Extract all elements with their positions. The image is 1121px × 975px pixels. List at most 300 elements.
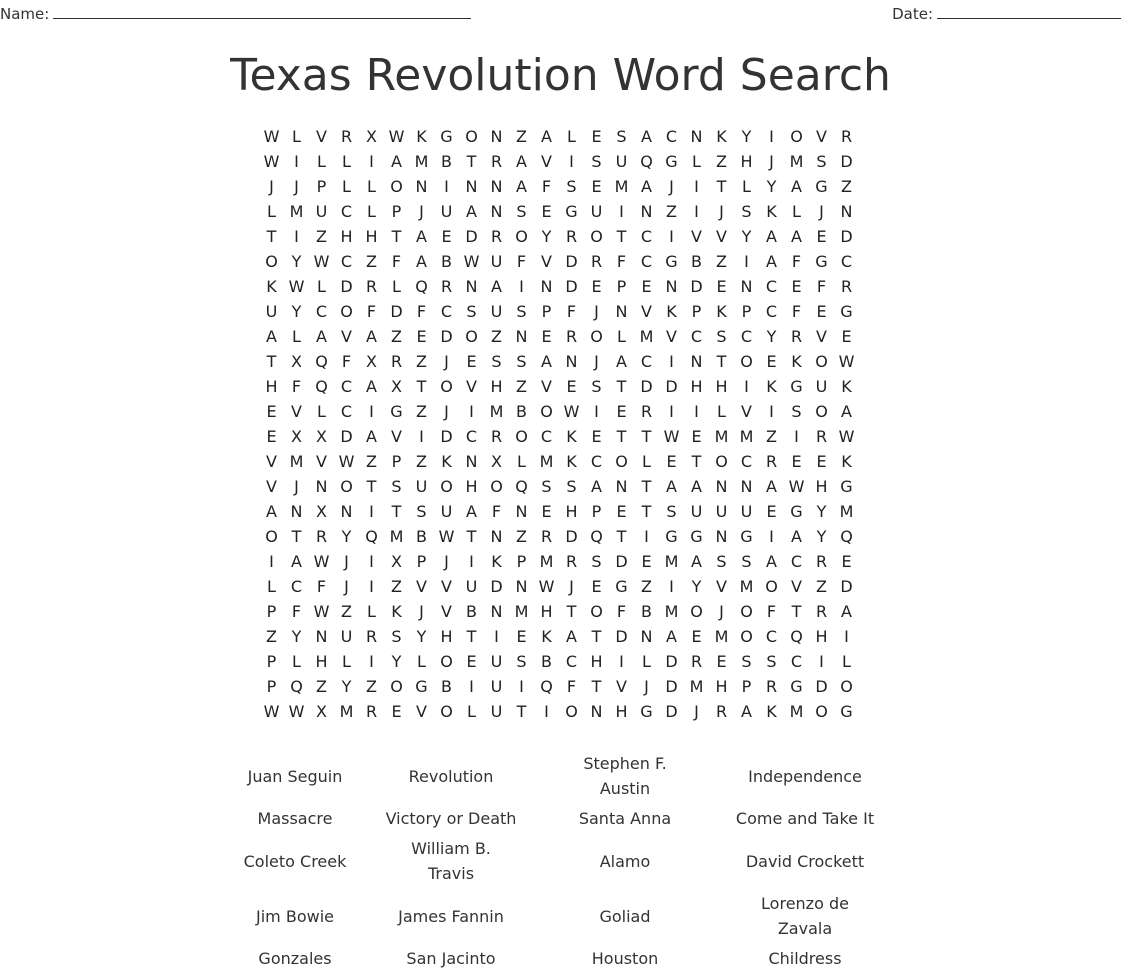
word-bank-line: Victory or Death [385, 808, 517, 828]
grid-cell: R [790, 327, 803, 346]
grid-cell: M [539, 452, 554, 471]
grid-cell: N [715, 527, 728, 546]
grid-cell: C [340, 402, 353, 421]
grid-cell: V [316, 452, 327, 471]
grid-cell: Y [291, 252, 302, 271]
grid-cell: M [789, 152, 804, 171]
grid-cell: W [288, 277, 305, 296]
grid-cell: J [419, 602, 424, 621]
word-bank-item [215, 806, 375, 831]
grid-cell: N [465, 277, 478, 296]
grid-cell: P [741, 302, 752, 321]
grid-cell: I [519, 277, 524, 296]
grid-cell: Q [640, 152, 653, 171]
grid-cell: I [669, 402, 674, 421]
grid-cell: V [716, 577, 727, 596]
grid-cell: L [842, 652, 851, 671]
grid-cell: N [515, 577, 528, 596]
grid-cell: J [344, 577, 349, 596]
grid-cell: S [591, 552, 602, 571]
grid-cell: D [490, 577, 503, 596]
grid-cell: Z [516, 127, 527, 146]
grid-cell: O [515, 227, 528, 246]
grid-cell: U [265, 302, 278, 321]
grid-cell: L [792, 202, 801, 221]
grid-cell: U [490, 677, 503, 696]
grid-cell: D [565, 527, 578, 546]
grid-cell: E [591, 127, 602, 146]
grid-cell: O [765, 577, 778, 596]
grid-cell: E [841, 327, 852, 346]
grid-cell: E [816, 302, 827, 321]
grid-cell: T [616, 377, 627, 396]
grid-cell: D [665, 652, 678, 671]
grid-cell: X [366, 127, 377, 146]
grid-cell: R [340, 127, 353, 146]
grid-cell: I [769, 402, 774, 421]
grid-cell: O [265, 252, 278, 271]
grid-cell: W [338, 452, 355, 471]
grid-cell: N [665, 277, 678, 296]
grid-cell: S [591, 377, 602, 396]
grid-cell: W [538, 577, 555, 596]
grid-cell: L [617, 327, 626, 346]
grid-cell: S [766, 652, 777, 671]
grid-cell: J [294, 177, 299, 196]
grid-cell: H [265, 377, 278, 396]
grid-cell: Z [266, 627, 277, 646]
grid-cell: C [740, 452, 753, 471]
grid-cell: B [541, 652, 552, 671]
grid-cell: G [665, 152, 678, 171]
grid-cell: D [340, 277, 353, 296]
grid-cell: Z [416, 352, 427, 371]
grid-cell: S [516, 202, 527, 221]
grid-cell: E [516, 627, 527, 646]
grid-cell: P [266, 652, 277, 671]
grid-cell: T [616, 527, 627, 546]
grid-cell: J [644, 677, 649, 696]
grid-cell: F [316, 577, 327, 596]
grid-cell: Z [816, 577, 827, 596]
date-field[interactable] [892, 4, 1121, 23]
grid-cell: L [317, 277, 326, 296]
grid-cell: O [340, 477, 353, 496]
grid-cell: R [440, 277, 453, 296]
grid-cell: V [291, 402, 302, 421]
grid-cell: E [616, 402, 627, 421]
grid-cell: L [642, 452, 651, 471]
grid-cell: N [690, 352, 703, 371]
grid-cell: D [565, 252, 578, 271]
grid-cell: V [316, 127, 327, 146]
grid-cell: L [292, 652, 301, 671]
grid-cell: Y [766, 177, 777, 196]
grid-cell: W [263, 127, 280, 146]
grid-cell: I [669, 227, 674, 246]
grid-cell: A [666, 627, 677, 646]
grid-cell: M [664, 602, 679, 621]
grid-cell: Y [541, 227, 552, 246]
grid-cell: O [815, 352, 828, 371]
grid-cell: E [816, 452, 827, 471]
grid-cell: C [590, 452, 603, 471]
grid-cell: I [369, 577, 374, 596]
grid-cell: V [616, 677, 627, 696]
grid-cell: D [665, 677, 678, 696]
word-bank-line: Childress [768, 948, 842, 968]
grid-cell: O [440, 377, 453, 396]
date-label: Date: [892, 5, 933, 23]
grid-cell: O [740, 352, 753, 371]
grid-cell: N [490, 177, 503, 196]
grid-cell: F [516, 252, 527, 271]
word-bank-item [545, 806, 705, 831]
grid-cell: J [294, 477, 299, 496]
grid-cell: O [815, 702, 828, 721]
word-bank-item [215, 904, 375, 929]
grid-cell: K [566, 427, 577, 446]
grid-cell: J [594, 352, 599, 371]
grid-cell: P [516, 552, 527, 571]
word-bank-item [371, 904, 531, 929]
grid-cell: D [690, 277, 703, 296]
word-bank-item [215, 946, 375, 971]
grid-cell: H [465, 477, 478, 496]
grid-cell: M [739, 577, 754, 596]
grid-cell: F [416, 302, 427, 321]
grid-cell: G [840, 477, 853, 496]
grid-cell: L [267, 577, 276, 596]
grid-cell: R [365, 277, 378, 296]
grid-cell: N [315, 477, 328, 496]
grid-cell: E [666, 452, 677, 471]
grid-cell: B [416, 527, 427, 546]
grid-cell: D [640, 377, 653, 396]
grid-cell: U [340, 627, 353, 646]
grid-cell: O [515, 427, 528, 446]
grid-cell: E [641, 552, 652, 571]
grid-cell: V [416, 702, 427, 721]
grid-cell: P [591, 502, 602, 521]
grid-cell: P [316, 177, 327, 196]
name-field[interactable] [0, 4, 471, 23]
grid-cell: D [840, 577, 853, 596]
grid-cell: N [290, 502, 303, 521]
grid-cell: P [391, 202, 402, 221]
grid-cell: Q [540, 677, 553, 696]
grid-cell: M [389, 527, 404, 546]
grid-cell: O [440, 702, 453, 721]
grid-cell: U [740, 502, 753, 521]
grid-cell: R [315, 527, 328, 546]
grid-cell: O [565, 702, 578, 721]
grid-cell: A [766, 552, 777, 571]
grid-cell: C [565, 652, 578, 671]
grid-cell: C [765, 277, 778, 296]
grid-cell: M [639, 327, 654, 346]
grid-cell: Y [416, 627, 427, 646]
grid-cell: J [269, 177, 274, 196]
grid-cell: E [841, 552, 852, 571]
grid-cell: D [615, 627, 628, 646]
grid-cell: J [444, 552, 449, 571]
grid-cell: F [566, 302, 577, 321]
grid-cell: V [266, 452, 277, 471]
grid-cell: N [315, 627, 328, 646]
grid-cell: N [515, 327, 528, 346]
grid-cell: B [441, 252, 452, 271]
grid-cell: N [640, 202, 653, 221]
grid-cell: R [765, 452, 778, 471]
word-bank-item [545, 946, 705, 971]
grid-cell: W [463, 252, 480, 271]
grid-cell: A [791, 227, 802, 246]
grid-cell: R [840, 277, 853, 296]
grid-cell: M [739, 427, 754, 446]
grid-cell: A [366, 427, 377, 446]
grid-cell: L [417, 652, 426, 671]
grid-cell: I [744, 252, 749, 271]
grid-cell: Z [766, 427, 777, 446]
word-bank-line: Santa Anna [578, 808, 672, 828]
grid-cell: J [719, 202, 724, 221]
word-bank-item [371, 836, 531, 886]
grid-cell: E [616, 502, 627, 521]
grid-cell: K [791, 352, 802, 371]
grid-cell: E [716, 277, 727, 296]
word-bank-line: Coleto Creek [243, 851, 347, 871]
grid-cell: Y [816, 502, 827, 521]
grid-cell: V [441, 577, 452, 596]
word-bank-item [545, 849, 705, 874]
grid-cell: B [441, 677, 452, 696]
grid-cell: C [540, 427, 553, 446]
grid-cell: Y [816, 527, 827, 546]
grid-cell: H [440, 627, 453, 646]
word-bank-line: Lorenzo de [761, 894, 849, 913]
grid-cell: Z [841, 177, 852, 196]
grid-cell: N [415, 177, 428, 196]
grid-cell: A [591, 477, 602, 496]
grid-cell: U [815, 377, 828, 396]
grid-cell: C [640, 352, 653, 371]
grid-cell: O [440, 652, 453, 671]
grid-cell: D [665, 702, 678, 721]
grid-cell: E [541, 202, 552, 221]
grid-cell: S [716, 552, 727, 571]
grid-cell: L [367, 177, 376, 196]
grid-cell: R [490, 427, 503, 446]
grid-cell: D [840, 227, 853, 246]
grid-cell: K [491, 552, 502, 571]
grid-cell: K [416, 127, 427, 146]
grid-cell: R [490, 152, 503, 171]
grid-cell: Y [391, 652, 402, 671]
grid-cell: M [664, 552, 679, 571]
grid-cell: U [490, 702, 503, 721]
grid-cell: N [465, 452, 478, 471]
grid-cell: Y [341, 677, 352, 696]
grid-cell: R [540, 527, 553, 546]
grid-cell: U [615, 152, 628, 171]
grid-cell: R [590, 252, 603, 271]
grid-cell: U [490, 302, 503, 321]
grid-cell: D [390, 302, 403, 321]
grid-cell: E [691, 427, 702, 446]
grid-cell: I [744, 377, 749, 396]
grid-cell: G [790, 502, 803, 521]
grid-cell: Q [590, 527, 603, 546]
grid-cell: R [640, 402, 653, 421]
grid-cell: Z [491, 327, 502, 346]
grid-cell: I [819, 652, 824, 671]
grid-cell: G [790, 377, 803, 396]
grid-cell: X [391, 552, 402, 571]
date-line[interactable] [937, 4, 1121, 19]
grid-cell: J [569, 577, 574, 596]
grid-cell: C [340, 377, 353, 396]
grid-cell: S [566, 477, 577, 496]
grid-cell: O [540, 402, 553, 421]
grid-cell: J [694, 702, 699, 721]
grid-cell: V [816, 327, 827, 346]
grid-cell: C [340, 202, 353, 221]
grid-cell: L [342, 652, 351, 671]
grid-cell: C [740, 327, 753, 346]
grid-cell: O [840, 677, 853, 696]
grid-cell: S [491, 352, 502, 371]
grid-cell: M [714, 627, 729, 646]
grid-cell: E [441, 227, 452, 246]
grid-cell: I [794, 427, 799, 446]
grid-cell: N [565, 352, 578, 371]
grid-cell: S [516, 352, 527, 371]
grid-cell: I [369, 152, 374, 171]
grid-cell: L [292, 327, 301, 346]
grid-cell: A [491, 277, 502, 296]
grid-cell: O [440, 477, 453, 496]
grid-cell: L [342, 152, 351, 171]
grid-cell: M [489, 402, 504, 421]
grid-cell: E [766, 502, 777, 521]
grid-cell: O [465, 127, 478, 146]
grid-cell: R [390, 352, 403, 371]
word-bank-item [725, 849, 885, 874]
grid-cell: W [838, 427, 855, 446]
grid-cell: S [816, 152, 827, 171]
grid-cell: G [640, 702, 653, 721]
grid-cell: O [615, 452, 628, 471]
grid-cell: E [391, 702, 402, 721]
grid-cell: L [467, 702, 476, 721]
grid-cell: Y [341, 527, 352, 546]
grid-cell: Y [291, 302, 302, 321]
grid-cell: T [716, 352, 727, 371]
word-bank-line: Houston [591, 948, 659, 968]
grid-cell: W [313, 552, 330, 571]
grid-cell: N [615, 477, 628, 496]
grid-cell: L [692, 152, 701, 171]
grid-cell: A [641, 127, 652, 146]
grid-cell: K [766, 202, 777, 221]
grid-cell: I [519, 677, 524, 696]
grid-cell: B [641, 602, 652, 621]
grid-cell: X [316, 427, 327, 446]
grid-cell: I [469, 402, 474, 421]
grid-cell: I [694, 402, 699, 421]
grid-cell: V [541, 252, 552, 271]
grid-cell: Y [291, 627, 302, 646]
grid-cell: W [313, 252, 330, 271]
grid-cell: E [416, 327, 427, 346]
grid-cell: X [291, 352, 302, 371]
grid-cell: E [566, 377, 577, 396]
grid-cell: I [294, 152, 299, 171]
grid-cell: V [341, 327, 352, 346]
grid-cell: Z [641, 577, 652, 596]
grid-cell: C [765, 627, 778, 646]
grid-cell: J [419, 202, 424, 221]
grid-cell: F [366, 302, 377, 321]
grid-cell: L [367, 602, 376, 621]
grid-cell: V [816, 127, 827, 146]
grid-cell: O [590, 602, 603, 621]
word-bank-line: Stephen F. [583, 754, 667, 773]
grid-cell: J [594, 302, 599, 321]
word-bank-item [215, 764, 375, 789]
word-bank-line: Goliad [599, 906, 651, 926]
grid-cell: J [444, 402, 449, 421]
grid-cell: V [641, 302, 652, 321]
grid-cell: L [317, 402, 326, 421]
grid-cell: R [765, 677, 778, 696]
word-bank-line: Jim Bowie [256, 906, 334, 926]
grid-cell: M [514, 602, 529, 621]
grid-cell: S [466, 302, 477, 321]
grid-cell: R [565, 227, 578, 246]
grid-cell: F [566, 677, 577, 696]
grid-cell: F [291, 602, 302, 621]
grid-cell: D [615, 552, 628, 571]
name-line[interactable] [53, 4, 471, 19]
grid-cell: V [416, 577, 427, 596]
grid-cell: B [441, 152, 452, 171]
grid-cell: U [490, 252, 503, 271]
grid-cell: Y [741, 227, 752, 246]
grid-cell: G [740, 527, 753, 546]
grid-cell: N [615, 302, 628, 321]
grid-cell: O [465, 327, 478, 346]
grid-cell: L [642, 652, 651, 671]
grid-cell: U [490, 652, 503, 671]
grid-cell: Z [316, 677, 327, 696]
grid-cell: R [365, 702, 378, 721]
grid-cell: X [391, 377, 402, 396]
word-bank-item [215, 849, 375, 874]
grid-cell: A [841, 602, 852, 621]
grid-cell: Y [691, 577, 702, 596]
grid-cell: A [766, 477, 777, 496]
grid-cell: O [790, 127, 803, 146]
grid-cell: Q [315, 352, 328, 371]
grid-cell: M [614, 177, 629, 196]
grid-cell: Q [415, 277, 428, 296]
grid-cell: N [715, 477, 728, 496]
grid-cell: U [440, 502, 453, 521]
grid-cell: T [641, 502, 652, 521]
grid-cell: Q [515, 477, 528, 496]
